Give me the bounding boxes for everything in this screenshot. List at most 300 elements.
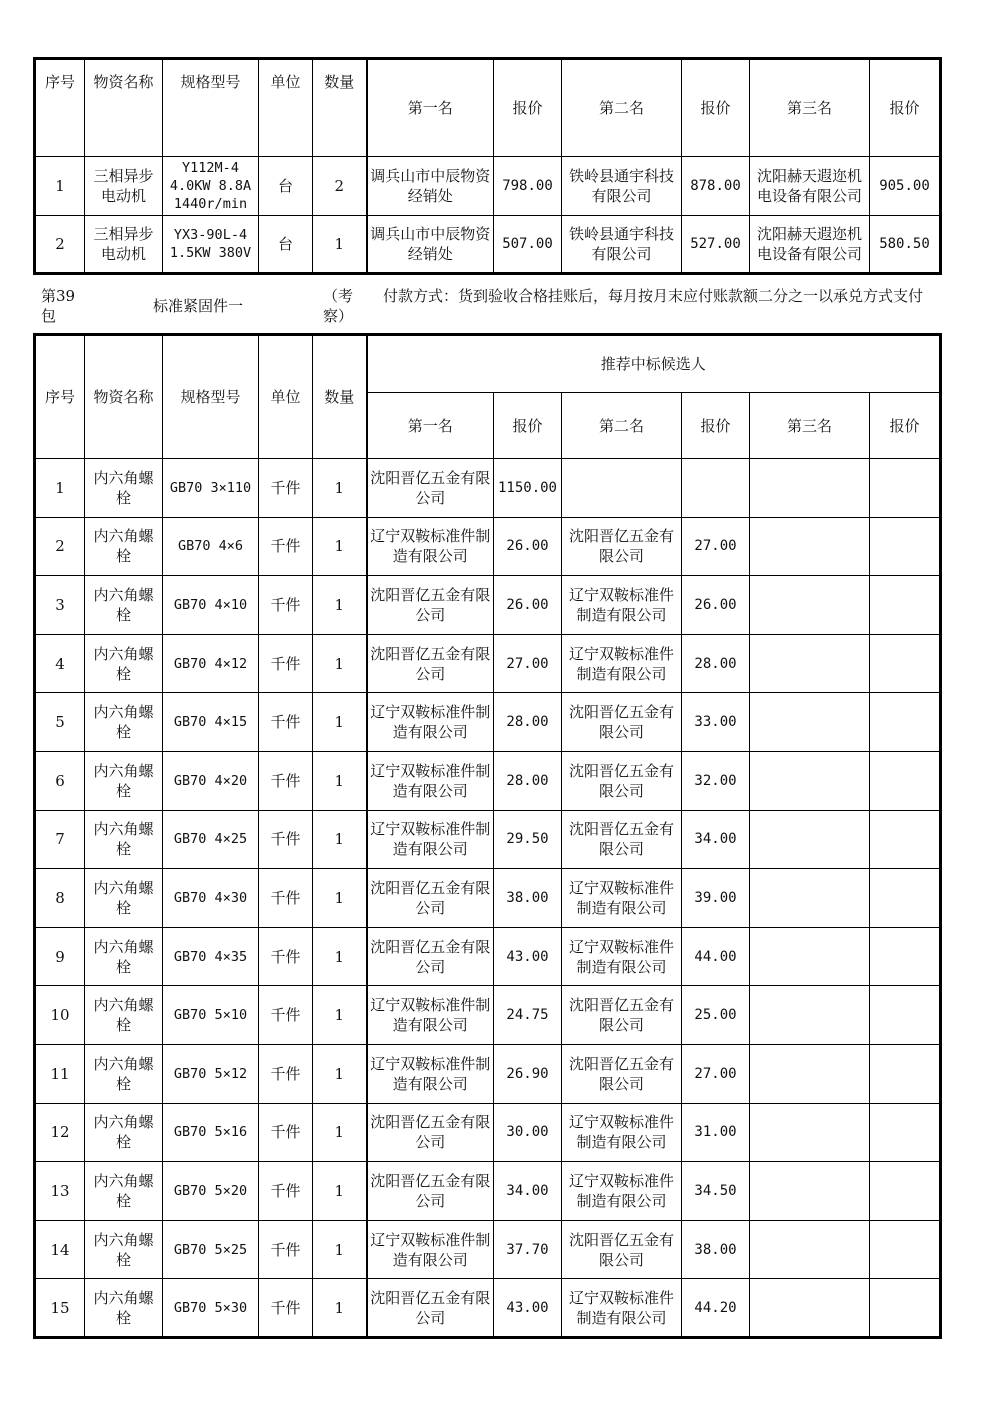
row-third xyxy=(750,517,870,576)
row-second xyxy=(562,1220,682,1279)
row-price-2-text: 31.00 xyxy=(694,1124,737,1141)
row-spec xyxy=(163,1044,259,1103)
row-no-text: 12 xyxy=(50,1123,70,1142)
row-price-1-text: 43.00 xyxy=(506,948,549,965)
row-spec-text: GB70 5×12 xyxy=(173,1065,248,1082)
row-unit-text: 千件 xyxy=(270,478,301,497)
row-no-text: 4 xyxy=(55,654,65,673)
row-name xyxy=(85,751,163,810)
row-price-1 xyxy=(494,459,562,518)
row-qty xyxy=(313,634,367,693)
row-no xyxy=(35,459,85,518)
row-qty-text: 1 xyxy=(334,1006,345,1025)
row-price-1 xyxy=(494,1103,562,1162)
header-third: 第三名 xyxy=(750,59,870,157)
row-qty-text: 1 xyxy=(334,947,345,966)
header-unit: 单位 xyxy=(259,335,313,459)
row-price-2: 878.00 xyxy=(682,157,750,216)
row-price-2 xyxy=(682,810,750,869)
row-price-1: 798.00 xyxy=(494,157,562,216)
row-price-1-text: 26.90 xyxy=(506,1065,549,1082)
row-name-text: 内六角螺栓 xyxy=(93,996,154,1035)
row-price-2-text: 32.00 xyxy=(694,772,737,789)
row-no-text: 10 xyxy=(50,1006,70,1025)
table-row xyxy=(35,1162,941,1221)
row-no-text: 1 xyxy=(55,478,65,497)
row-unit xyxy=(259,693,313,752)
row-unit xyxy=(259,1044,313,1103)
row-price-1 xyxy=(494,869,562,928)
row-third xyxy=(750,216,870,274)
row-spec-text: GB70 5×10 xyxy=(173,1007,248,1024)
table-row xyxy=(35,576,941,635)
row-qty: 2 xyxy=(313,157,367,216)
row-first xyxy=(367,986,494,1045)
row-unit xyxy=(259,1279,313,1338)
row-price-2 xyxy=(682,1044,750,1103)
row-spec-text: GB70 4×10 xyxy=(173,596,248,613)
row-price-1-text: 27.00 xyxy=(506,655,549,672)
table-row xyxy=(35,157,941,216)
row-first: 调兵山市中辰物资经销处 xyxy=(367,216,494,274)
row-price-1 xyxy=(494,751,562,810)
row-first-text: 辽宁双鞍标准件制造有限公司 xyxy=(370,1230,491,1269)
row-qty-text: 1 xyxy=(334,537,345,556)
row-qty xyxy=(313,1044,367,1103)
row-spec-text: GB70 5×25 xyxy=(173,1241,248,1258)
header-no: 序号 xyxy=(35,59,85,157)
row-first-text: 沈阳晋亿五金有限公司 xyxy=(370,585,491,624)
row-unit-text: 千件 xyxy=(270,1006,301,1025)
table-header-row xyxy=(35,335,941,393)
row-unit xyxy=(259,751,313,810)
row-first xyxy=(367,1162,494,1221)
row-first xyxy=(367,1279,494,1338)
row-name xyxy=(85,1279,163,1338)
table-row xyxy=(35,1103,941,1162)
row-name: 三相异步电动机 xyxy=(85,216,163,274)
row-price-3: 905.00 xyxy=(870,157,941,216)
row-qty-text: 1 xyxy=(334,713,345,732)
row-spec-text: GB70 4×15 xyxy=(173,714,248,731)
row-unit-text: 千件 xyxy=(270,1181,301,1200)
row-first xyxy=(367,576,494,635)
row-spec xyxy=(163,751,259,810)
row-name-text: 内六角螺栓 xyxy=(93,1171,154,1210)
row-second-text: 辽宁双鞍标准件制造有限公司 xyxy=(568,1171,674,1210)
row-price-2-text: 25.00 xyxy=(694,1007,737,1024)
header-qty: 数量 xyxy=(313,335,367,459)
row-no-text: 2 xyxy=(55,537,65,556)
row-no xyxy=(35,1044,85,1103)
row-unit-text: 千件 xyxy=(270,771,301,790)
header-name: 物资名称 xyxy=(85,335,163,459)
package-note: （考察） xyxy=(323,287,354,325)
row-no xyxy=(35,517,85,576)
row-no-text: 13 xyxy=(50,1181,70,1200)
row-price-3 xyxy=(870,693,941,752)
row-first-text: 辽宁双鞍标准件制造有限公司 xyxy=(370,761,491,800)
header-first: 第一名 xyxy=(367,59,494,157)
row-qty xyxy=(313,517,367,576)
bid-table-2 xyxy=(33,333,942,1339)
row-price-1-text: 24.75 xyxy=(506,1007,549,1024)
header-price-3: 报价 xyxy=(870,59,941,157)
row-price-2 xyxy=(682,1279,750,1338)
table-row xyxy=(35,927,941,986)
row-price-1-text: 26.00 xyxy=(506,596,549,613)
row-qty-text: 1 xyxy=(334,595,345,614)
row-first-text: 辽宁双鞍标准件制造有限公司 xyxy=(370,1054,491,1093)
row-unit xyxy=(259,459,313,518)
header-price-1: 报价 xyxy=(494,393,562,459)
row-spec xyxy=(163,634,259,693)
row-qty: 1 xyxy=(313,216,367,274)
row-unit-text: 千件 xyxy=(270,1123,301,1142)
header-qty: 数量 xyxy=(313,59,367,157)
row-name xyxy=(85,517,163,576)
row-price-1 xyxy=(494,693,562,752)
row-name-text: 内六角螺栓 xyxy=(93,1054,154,1093)
row-price-1-text: 30.00 xyxy=(506,1124,549,1141)
header-third: 第三名 xyxy=(750,393,870,459)
row-price-1 xyxy=(494,1220,562,1279)
row-price-1 xyxy=(494,810,562,869)
row-unit-text: 千件 xyxy=(270,830,301,849)
row-spec xyxy=(163,1220,259,1279)
row-price-2 xyxy=(682,459,750,518)
row-name-text: 内六角螺栓 xyxy=(93,937,154,976)
row-no-text: 11 xyxy=(50,1064,70,1083)
row-unit xyxy=(259,517,313,576)
row-second-text: 辽宁双鞍标准件制造有限公司 xyxy=(568,1288,674,1327)
row-spec-text: GB70 4×12 xyxy=(173,655,248,672)
row-no-text: 5 xyxy=(55,713,65,732)
row-name-text: 内六角螺栓 xyxy=(93,703,154,742)
row-unit-text: 千件 xyxy=(270,713,301,732)
row-no-text: 15 xyxy=(50,1298,70,1317)
header-no: 序号 xyxy=(35,335,85,459)
row-no xyxy=(35,927,85,986)
row-name-text: 内六角螺栓 xyxy=(93,820,154,859)
row-first-text: 沈阳晋亿五金有限公司 xyxy=(370,1113,491,1152)
row-name xyxy=(85,1044,163,1103)
row-no-text: 6 xyxy=(55,771,65,790)
row-unit-text: 千件 xyxy=(270,888,301,907)
row-first xyxy=(367,751,494,810)
row-first xyxy=(367,927,494,986)
table-row xyxy=(35,751,941,810)
row-price-2 xyxy=(682,693,750,752)
row-first xyxy=(367,869,494,928)
row-no xyxy=(35,634,85,693)
row-unit xyxy=(259,576,313,635)
row-price-2 xyxy=(682,751,750,810)
row-second-text: 沈阳晋亿五金有限公司 xyxy=(568,1230,674,1269)
row-unit: 台 xyxy=(259,216,313,274)
row-name xyxy=(85,576,163,635)
row-third-text: 沈阳赫天遐迩机电设备有限公司 xyxy=(756,167,862,205)
row-price-2-text: 27.00 xyxy=(694,1065,737,1082)
row-third xyxy=(750,1220,870,1279)
row-third xyxy=(750,693,870,752)
row-third xyxy=(750,634,870,693)
row-price-2 xyxy=(682,1220,750,1279)
row-name-text: 内六角螺栓 xyxy=(93,878,154,917)
row-first-text: 辽宁双鞍标准件制造有限公司 xyxy=(370,820,491,859)
row-qty xyxy=(313,1162,367,1221)
row-spec: YX3-90L-4 1.5KW 380V xyxy=(163,216,259,274)
row-spec-text: GB70 4×30 xyxy=(173,889,248,906)
payment-terms: 付款方式：货到验收合格挂账后，每月按月末应付账款额二分之一以承兑方式支付 xyxy=(382,287,923,305)
row-price-1: 507.00 xyxy=(494,216,562,274)
package-name: 标准紧固件一 xyxy=(152,297,243,315)
row-no xyxy=(35,1279,85,1338)
row-price-3 xyxy=(870,576,941,635)
row-unit-text: 千件 xyxy=(270,1064,301,1083)
row-price-2-text: 34.00 xyxy=(694,831,737,848)
row-spec-text: GB70 4×25 xyxy=(173,831,248,848)
row-second-text: 沈阳晋亿五金有限公司 xyxy=(568,527,674,566)
row-price-3 xyxy=(870,634,941,693)
row-spec-text: GB70 5×20 xyxy=(173,1182,248,1199)
row-unit xyxy=(259,634,313,693)
row-second-text: 沈阳晋亿五金有限公司 xyxy=(568,996,674,1035)
row-second xyxy=(562,576,682,635)
row-name xyxy=(85,986,163,1045)
row-price-1 xyxy=(494,517,562,576)
row-unit xyxy=(259,1103,313,1162)
row-no: 1 xyxy=(35,157,85,216)
row-price-2-text: 34.50 xyxy=(694,1182,737,1199)
row-price-2 xyxy=(682,869,750,928)
row-price-3 xyxy=(870,1044,941,1103)
row-price-2-text: 26.00 xyxy=(694,596,737,613)
row-price-1-text: 38.00 xyxy=(506,889,549,906)
row-spec xyxy=(163,1162,259,1221)
row-price-3 xyxy=(870,459,941,518)
row-spec-text: Y112M-4 4.0KW 8.8A 1440r/min xyxy=(169,160,252,212)
row-price-2-text: 28.00 xyxy=(694,655,737,672)
row-second xyxy=(562,1044,682,1103)
row-third xyxy=(750,459,870,518)
table-row xyxy=(35,517,941,576)
row-price-2-text: 33.00 xyxy=(694,714,737,731)
row-spec xyxy=(163,576,259,635)
row-price-1 xyxy=(494,986,562,1045)
row-qty-text: 1 xyxy=(334,654,345,673)
row-third-text: 沈阳赫天遐迩机电设备有限公司 xyxy=(756,225,862,263)
row-second xyxy=(562,1103,682,1162)
row-qty-text: 1 xyxy=(334,1298,345,1317)
row-spec-text: GB70 4×35 xyxy=(173,948,248,965)
row-qty-text: 1 xyxy=(334,1123,345,1142)
row-first xyxy=(367,810,494,869)
row-qty-text: 1 xyxy=(334,830,345,849)
row-unit xyxy=(259,986,313,1045)
row-price-1 xyxy=(494,634,562,693)
row-spec-text: GB70 4×20 xyxy=(173,772,248,789)
row-name: 三相异步电动机 xyxy=(85,157,163,216)
row-qty xyxy=(313,1220,367,1279)
row-qty xyxy=(313,751,367,810)
row-second-text: 沈阳晋亿五金有限公司 xyxy=(568,820,674,859)
row-second-text: 辽宁双鞍标准件制造有限公司 xyxy=(568,878,674,917)
header-name: 物资名称 xyxy=(85,59,163,157)
row-name xyxy=(85,1220,163,1279)
row-unit-text: 千件 xyxy=(270,1240,301,1259)
row-spec xyxy=(163,927,259,986)
row-unit-text: 千件 xyxy=(270,595,301,614)
row-qty-text: 1 xyxy=(334,771,345,790)
row-first xyxy=(367,693,494,752)
row-price-1-text: 43.00 xyxy=(506,1299,549,1316)
row-price-1-text: 28.00 xyxy=(506,714,549,731)
row-name xyxy=(85,459,163,518)
row-name-text: 内六角螺栓 xyxy=(93,1288,154,1327)
row-second-text: 辽宁双鞍标准件制造有限公司 xyxy=(568,585,674,624)
row-unit xyxy=(259,810,313,869)
row-price-1-text: 37.70 xyxy=(506,1241,549,1258)
header-spec: 规格型号 xyxy=(163,335,259,459)
row-second-text: 沈阳晋亿五金有限公司 xyxy=(568,1054,674,1093)
row-third xyxy=(750,869,870,928)
row-price-2-text: 39.00 xyxy=(694,889,737,906)
row-qty-text: 1 xyxy=(334,478,345,497)
row-third xyxy=(750,810,870,869)
row-price-1-text: 29.50 xyxy=(506,831,549,848)
row-price-2 xyxy=(682,927,750,986)
header-first: 第一名 xyxy=(367,393,494,459)
table-row xyxy=(35,216,941,274)
row-price-2 xyxy=(682,634,750,693)
row-no-text: 14 xyxy=(50,1240,70,1259)
row-name-text: 内六角螺栓 xyxy=(93,527,154,566)
row-first-text: 沈阳晋亿五金有限公司 xyxy=(370,878,491,917)
row-no-text: 3 xyxy=(55,595,65,614)
row-unit: 台 xyxy=(259,157,313,216)
row-no xyxy=(35,1103,85,1162)
row-third xyxy=(750,1279,870,1338)
row-third xyxy=(750,1162,870,1221)
row-unit-text: 千件 xyxy=(270,1298,301,1317)
row-qty xyxy=(313,459,367,518)
row-no-text: 7 xyxy=(55,830,65,849)
row-price-1 xyxy=(494,1279,562,1338)
row-first-text: 沈阳晋亿五金有限公司 xyxy=(370,468,491,507)
row-name xyxy=(85,634,163,693)
row-price-2: 527.00 xyxy=(682,216,750,274)
row-price-2-text: 44.20 xyxy=(694,1299,737,1316)
header-second: 第二名 xyxy=(562,59,682,157)
row-name xyxy=(85,927,163,986)
row-second xyxy=(562,810,682,869)
row-price-3 xyxy=(870,751,941,810)
row-no-text: 9 xyxy=(55,947,65,966)
row-first xyxy=(367,1103,494,1162)
table-row xyxy=(35,810,941,869)
row-no xyxy=(35,1162,85,1221)
row-second xyxy=(562,869,682,928)
row-price-1-text: 34.00 xyxy=(506,1182,549,1199)
row-no xyxy=(35,693,85,752)
row-third xyxy=(750,927,870,986)
row-no xyxy=(35,869,85,928)
row-name-text: 内六角螺栓 xyxy=(93,761,154,800)
row-name xyxy=(85,810,163,869)
row-no-text: 8 xyxy=(55,888,65,907)
table-row xyxy=(35,1279,941,1338)
table-row xyxy=(35,1220,941,1279)
row-price-3 xyxy=(870,1162,941,1221)
header-second: 第二名 xyxy=(562,393,682,459)
row-third xyxy=(750,1044,870,1103)
row-second xyxy=(562,751,682,810)
row-name-text: 内六角螺栓 xyxy=(93,585,154,624)
table-body xyxy=(35,459,941,1338)
row-second xyxy=(562,1279,682,1338)
row-qty xyxy=(313,1279,367,1338)
row-qty xyxy=(313,693,367,752)
row-second-text: 辽宁双鞍标准件制造有限公司 xyxy=(568,1113,674,1152)
row-first-text: 辽宁双鞍标准件制造有限公司 xyxy=(370,527,491,566)
row-no xyxy=(35,986,85,1045)
row-unit xyxy=(259,927,313,986)
row-qty-text: 1 xyxy=(334,1181,345,1200)
row-price-2 xyxy=(682,1162,750,1221)
row-spec xyxy=(163,869,259,928)
row-second xyxy=(562,459,682,518)
row-name xyxy=(85,1103,163,1162)
row-spec xyxy=(163,459,259,518)
row-price-3 xyxy=(870,869,941,928)
row-name xyxy=(85,1162,163,1221)
row-name-text: 内六角螺栓 xyxy=(93,644,154,683)
row-unit-text: 千件 xyxy=(270,537,301,556)
row-price-2-text: 44.00 xyxy=(694,948,737,965)
row-second xyxy=(562,693,682,752)
row-price-2-text: 27.00 xyxy=(694,538,737,555)
row-first-text: 沈阳晋亿五金有限公司 xyxy=(370,1171,491,1210)
row-qty xyxy=(313,1103,367,1162)
row-spec xyxy=(163,693,259,752)
row-second xyxy=(562,986,682,1045)
row-second: 铁岭县通宇科技有限公司 xyxy=(562,216,682,274)
row-spec-text: GB70 5×16 xyxy=(173,1124,248,1141)
row-spec xyxy=(163,157,259,216)
header-candidates: 推荐中标候选人 xyxy=(367,335,941,393)
row-second-text: 辽宁双鞍标准件制造有限公司 xyxy=(568,937,674,976)
row-no: 2 xyxy=(35,216,85,274)
row-second xyxy=(562,634,682,693)
row-no xyxy=(35,1220,85,1279)
row-third xyxy=(750,576,870,635)
row-name-text: 内六角螺栓 xyxy=(93,1113,154,1152)
table-row xyxy=(35,986,941,1045)
row-first-text: 辽宁双鞍标准件制造有限公司 xyxy=(370,703,491,742)
row-spec-text: GB70 5×30 xyxy=(173,1299,248,1316)
row-second: 铁岭县通宇科技有限公司 xyxy=(562,157,682,216)
table-row xyxy=(35,869,941,928)
row-spec xyxy=(163,1103,259,1162)
row-name-text: 内六角螺栓 xyxy=(93,468,154,507)
row-price-1-text: 26.00 xyxy=(506,538,549,555)
bid-table-1 xyxy=(33,57,942,275)
row-third xyxy=(750,157,870,216)
row-second xyxy=(562,517,682,576)
row-price-1 xyxy=(494,927,562,986)
row-second xyxy=(562,927,682,986)
